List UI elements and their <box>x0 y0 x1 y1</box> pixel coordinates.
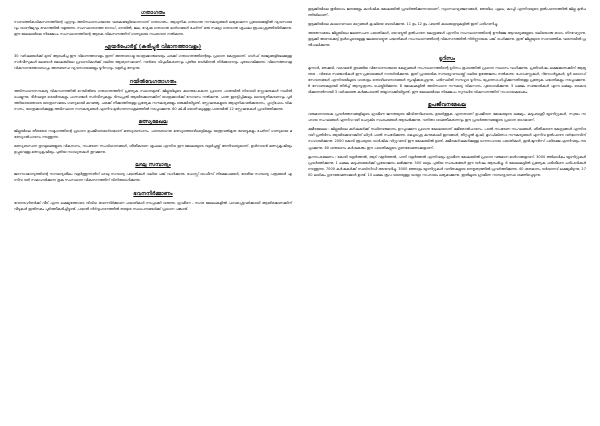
section-heading: ഭവനനിർമ്മാണം <box>133 190 173 197</box>
section-paragraph: മത്സ്യബന്ധന തുറമുഖങ്ങളുടെ വികസനം, സംഭരണ സംവിധാനങ്ങൾ, ശീതീകരണ ശൃംഖല എന്നിവ ഈ മേഖലയുടെ വളർച്ചയ്ക്ക് അനിവാര്യമാണ്. ഉൾനാടൻ മത്സ്യകൃഷിയും ഉപ്പുവെള്ള മത്സ്യകൃഷിയും പുതിയ സാധ്യതകൾ തുറക്കുന്നു. <box>14 144 292 155</box>
section-heading: ലഘു സമ്പാദ്യം <box>135 162 171 169</box>
section-paragraph: സാമ്പത്തികവികസനത്തിന്റെ ഏറ്റവും അടിസ്ഥാനപരമായ ഘടകങ്ങളിലൊന്നാണ് ഗതാഗതം. ആധുനിക ഗതാഗത സൗകര്യങ്ങൾ ലഭ്യമാകുന്ന പ്രദേശങ്ങളിൽ വ്യവസായവും വാണിജ്യവും വേഗത്തിൽ വളരുന്നു. സംസ്ഥാനത്തെ റോഡ്, റെയിൽ, ജല, വ്യോമ ഗതാഗത മാർഗങ്ങൾ ചേർന്ന് ഒരു സമഗ്ര ഗതാഗത ശൃംഖല രൂപപ്പെടുത്തിയിരിക്കുന്നു. ഈ മേഖലയിലെ നിക്ഷേപം സംസ്ഥാനത്തിന്റെ ആകെ വികസനത്തിന് ഗണ്യമായ സംഭാവന നൽകുന്നു. <box>14 20 292 37</box>
section-paragraph: ജനസാമാന്യത്തിന്റെ സമ്പാദ്യശീലം വളർത്തുന്നതിന് ലഘു സമ്പാദ്യ പദ്ധതികൾ വലിയ പങ്ക് വഹിക്കുന്നു. പോസ്റ്റ് ഓഫീസ് നിക്ഷേപങ്ങൾ, ദേശീയ സമ്പാദ്യ പത്രങ്ങൾ എന്നിവ വഴി സമാഹരിക്കുന്ന തുക സംസ്ഥാന വികസനത്തിന് വിനിയോഗിക്കുന്നു. <box>14 172 292 183</box>
left-column <box>14 6 292 422</box>
section-paragraph: വരുമാനദായക പ്രവർത്തനങ്ങളിലൂടെ ഗ്രാമീണ ജനതയുടെ ജീവിതനിലവാരം ഉയർത്തുക എന്നതാണ് ഉപജീവന മേഖലയുടെ ലക്ഷ്യം. കുടുംബശ്രീ യൂണിറ്റുകൾ, സ്വയം സഹായ സംഘങ്ങൾ എന്നിവ വഴി ചെറുകിട സംരംഭങ്ങൾ ആരംഭിക്കുന്നു. വനിതാ ശാക്തീകരണവും ഈ പ്രവർത്തനങ്ങളുടെ പ്രധാന ഭാഗമാണ്. <box>308 112 586 123</box>
section-heading: ടൂറിസം <box>438 55 456 62</box>
right-column <box>308 6 586 422</box>
section-heading: ഉപജീവനമേഖല <box>427 102 467 109</box>
section-paragraph: ഭവനരഹിതർക്ക് വീട് എന്ന ലക്ഷ്യത്തോടെ വിവിധ ഭവനനിർമ്മാണ പദ്ധതികൾ നടപ്പാക്കി വരുന്നു. ഗ്രാമീണ - നഗര മേഖലകളിൽ പാവപ്പെട്ടവർക്കായി ആയിരക്കണക്കിന് വീടുകൾ ഇതിനകം പൂർത്തീകരിച്ചിട്ടുണ്ട്. പദ്ധതി നിർവ്വഹണത്തിൽ തദ്ദേശ സ്ഥാപനങ്ങൾക്ക് പ്രധാന പങ്കുണ്ട്. <box>14 200 292 211</box>
section-paragraph: ജില്ലയിലെ തീരദേശ സമൂഹത്തിന്റെ പ്രധാന ഉപജീവനമാർഗമാണ് മത്സ്യബന്ധനം. പരമ്പരാഗത മത്സ്യത്തൊഴിലാളികളും യന്ത്രവൽകൃത ബോട്ടുകളും ചേർന്ന് ഗണ്യമായ മത്സ്യോൽപാദനം നടത്തുന്നു. <box>14 128 292 140</box>
intro-paragraph: ഇടുക്കിയിലെ കാലാവസ്ഥാ മാറ്റങ്ങൾ കൃഷിയെ ബാധിക്കുന്നു. 11 ഉം 12 ഉം പദ്ധതി കാലയളവുകളിൽ ഇത് പരിഗണിച്ചു. <box>308 22 499 27</box>
intro-paragraph: അതേസമയം ജില്ലയിലെ ജലസേചന പദ്ധതികൾ, വൈദ്യുതി ഉൽപാദന കേന്ദ്രങ്ങൾ എന്നിവ സംസ്ഥാനത്തിന്റെ ഊർജ്ജ ആവശ്യങ്ങളുടെ വലിയൊരു ഭാഗം നിറവേറ്റുന്നു. ഇടുക്കി അണക്കെട്ട് ഉൾപ്പെടെയുള്ള ജലവൈദ്യുത പദ്ധതികൾ സംസ്ഥാനത്തിന്റെ വികസനത്തിൽ നിർണ്ണായക പങ്ക് വഹിക്കുന്നു. ഇത് ജില്ലയുടെ സാമ്പത്തിക ഘടനയിൽ പ്രതിഫലിക്കുന്നു. <box>308 31 586 48</box>
intro-paragraph: ഇടുക്കിയിലെ ഭൂരിഭാഗം ജനങ്ങളും കാർഷിക മേഖലയിൽ പ്രവർത്തിക്കുന്നവരാണ്. സുഗന്ധവ്യഞ്ജനങ്ങൾ, തേയില, ഏലം, കാപ്പി എന്നിവയുടെ ഉൽപാദനത്തിൽ ജില്ല മുൻപന്തിയിലാണ്. <box>308 7 586 18</box>
section-heading: ഗതാഗതം <box>140 10 166 16</box>
section-heading: എയർപോർട്ട് (കരിപ്പൂർ വിമാനത്താവളം) <box>104 44 202 51</box>
section-paragraph: മൂന്നാർ, തേക്കടി, വാഗമൺ തുടങ്ങിയ വിനോദസഞ്ചാര കേന്ദ്രങ്ങൾ സംസ്ഥാനത്തിന്റെ ടൂറിസം ഭൂപടത്തിൽ പ്രധാന സ്ഥാനം വഹിക്കുന്നു. പ്രതിവർഷം ലക്ഷക്കണക്കിന് ആഭ്യന്തര - വിദേശ സഞ്ചാരികൾ ഈ പ്രദേശങ്ങൾ സന്ദർശിക്കുന്നു. ഇത് പ്രാദേശിക സമ്പദ്വ്യവസ്ഥയ്ക്ക് വലിയ ഉത്തേജനം നൽകുന്നു. ഹോംസ്റ്റേകൾ, റിസോർട്ടുകൾ, ടൂർ ഗൈഡ് സേവനങ്ങൾ എന്നിവയിലൂടെ ധാരാളം തൊഴിലവസരങ്ങൾ സൃഷ്ടിക്കപ്പെടുന്നു. പരിസ്ഥിതി സൗഹൃദ ടൂറിസം പ്രോത്സാഹിപ്പിക്കുന്നതിനുള്ള പ്രത്യേക പദ്ധതികളും നടപ്പാക്കുന്നു. 6 സോണുകളായി തിരിച്ച് ആസൂത്രണം ചെയ്തിരിക്കുന്നു. 8 മേഖലകളിൽ അടിസ്ഥാന സൗകര്യ വികസനം പുരോഗമിക്കുന്നു. 5 ലക്ഷം സഞ്ചാരികൾ എന്ന ലക്ഷ്യം കൈവരിക്കുന്നതിനായി 3 വർഷത്തെ കർമ്മപദ്ധതി തയ്യാറാക്കിയിട്ടുണ്ട്. ഈ മേഖലയിലെ നിക്ഷേപം സുസ്ഥിര വികസനത്തിന് സഹായകമാകും. <box>308 65 586 94</box>
section-paragraph: ക്ഷീരമേഖല : ജില്ലയിലെ കർഷകർക്ക് സ്ഥിരവരുമാനം ഉറപ്പാക്കുന്ന പ്രധാന മേഖലയാണ് ക്ഷീരോൽപാദനം. പാൽ സംഭരണ സംഘങ്ങൾ, ശീതീകരണ കേന്ദ്രങ്ങൾ എന്നിവ വഴി പ്രതിദിനം ആയിരക്കണക്കിന് ലിറ്റർ പാൽ സംഭരിക്കുന്നു. മെച്ചപ്പെട്ട കന്നുകാലി ഇനങ്ങൾ, തീറ്റപ്പുൽ കൃഷി, മൃഗചികിത്സാ സൗകര്യങ്ങൾ എന്നിവ ഉൽപാദന വർദ്ധനവിന് സഹായിക്കുന്നു. 2000 കോടി രൂപയുടെ വാർഷിക വിറ്റുവരവ് ഈ മേഖലയിൽ ഉണ്ട്. ക്ഷീരകർഷകർക്കുള്ള ധനസഹായ പദ്ധതികൾ, ഇൻഷുറൻസ് പരിരക്ഷ എന്നിവയും നടപ്പാക്കുന്നു. 60 ശതമാനം കർഷകരും ഈ പദ്ധതികളുടെ ഗുണഭോക്താക്കളാണ്. <box>308 127 586 150</box>
section-paragraph: മൃഗസംരക്ഷണം : കോഴി വളർത്തൽ, ആട് വളർത്തൽ, പന്നി വളർത്തൽ എന്നിവയും ഗ്രാമീണ മേഖലയിൽ പ്രധാന വരുമാന മാർഗങ്ങളാണ്. 3000 ത്തിലധികം യൂണിറ്റുകൾ പ്രവർത്തിക്കുന്നു. 1 ലക്ഷം കുടുംബങ്ങൾക്ക് പ്രയോജനം ലഭിക്കുന്നു. 500 ഓളം പുതിയ സംരംഭങ്ങൾ ഈ വർഷം ആരംഭിച്ചു. 6 മേഖലകളിൽ പ്രത്യേക പരിശീലന പരിപാടികൾ നടത്തുന്നു. 7000 കർഷകർക്ക് സബ്സിഡി അനുവദിച്ചു. 3000 ത്തോളം യൂണിറ്റുകൾ വനിതകളുടെ നേതൃത്വത്തിൽ പ്രവർത്തിക്കുന്നു. 40 ശതമാനം വർദ്ധനവ് ലക്ഷ്യമിടുന്നു. 2700 ലധികം ഗുണഭോക്താക്കൾ ഉണ്ട്. 10 ലക്ഷം രൂപ വരെയുള്ള വായ്പാ സഹായം ലഭ്യമാക്കുന്നു. ഇതിലൂടെ ഗ്രാമീണ സമ്പദ്വ്യവസ്ഥ ശക്തിപ്പെടുന്നു. <box>308 154 587 177</box>
section-paragraph: 30 വർഷങ്ങൾക്ക് മുമ്പ് ആരംഭിച്ച ഈ വിമാനത്താവളം ഇന്ന് അന്താരാഷ്ട്ര യാത്രക്കാരുടെയും ചരക്ക് ഗതാഗതത്തിന്റെയും പ്രധാന കേന്ദ്രമാണ്. ഗൾഫ് രാജ്യങ്ങളിലേക്കുള്ള സർവീസുകൾ മലബാർ മേഖലയിലെ പ്രവാസികൾക്ക് വലിയ ആശ്വാസമാണ്. റൺവേ വിപുലീകരണവും പുതിയ ടെർമിനൽ നിർമ്മാണവും പുരോഗമിക്കുന്നു. വിമാനത്താവള വികസനത്തോടൊപ്പം അനുബന്ധ വ്യവസായങ്ങളും ടൂറിസവും വളർച്ച നേടുന്നു. <box>14 54 292 71</box>
section-heading: മത്സ്യമേഖല <box>138 118 168 125</box>
section-paragraph: അടിസ്ഥാനസൗകര്യ വികസനത്തിൽ റെയിൽവേ ഗതാഗതത്തിന് പ്രത്യേക സ്ഥാനമുണ്ട്. ജില്ലയിലൂടെ കടന്നുപോകുന്ന പ്രധാന പാതയിൽ നിരവധി സ്റ്റേഷനുകൾ സ്ഥിതി ചെയ്യുന്നു. ദീർഘദൂര ട്രെയിനുകളും പാസഞ്ചർ സർവീസുകളും ദിനംപ്രതി ആയിരക്കണക്കിന് യാത്രക്കാർക്ക് സേവനം നൽകുന്നു. പാത ഇരട്ടിപ്പിക്കലും വൈദ്യുതീകരണവും പൂർത്തിയായതോടെ യാത്രാസമയം ഗണ്യമായി കുറഞ്ഞു. ചരക്ക് നീക്കത്തിനുള്ള പ്രത്യേക സൗകര്യങ്ങളും ഒരുക്കിയിട്ടുണ്ട്. സ്റ്റേഷനുകളുടെ ആധുനികവൽക്കരണം, പ്ലാറ്റ്ഫോം വികസനം, യാത്രക്കാർക്കുള്ള അടിസ്ഥാന സൗകര്യങ്ങൾ എന്നിവ മുൻഗണനാക്രമത്തിൽ നടപ്പാക്കുന്നു. 60 കി.മീ ദൈർഘ്യമുള്ള പാതയിൽ 12 സ്റ്റേഷനുകൾ പ്രവർത്തിക്കുന്നു. <box>14 88 292 111</box>
section-heading: റയിൽവേഗതാഗതം <box>129 78 177 85</box>
